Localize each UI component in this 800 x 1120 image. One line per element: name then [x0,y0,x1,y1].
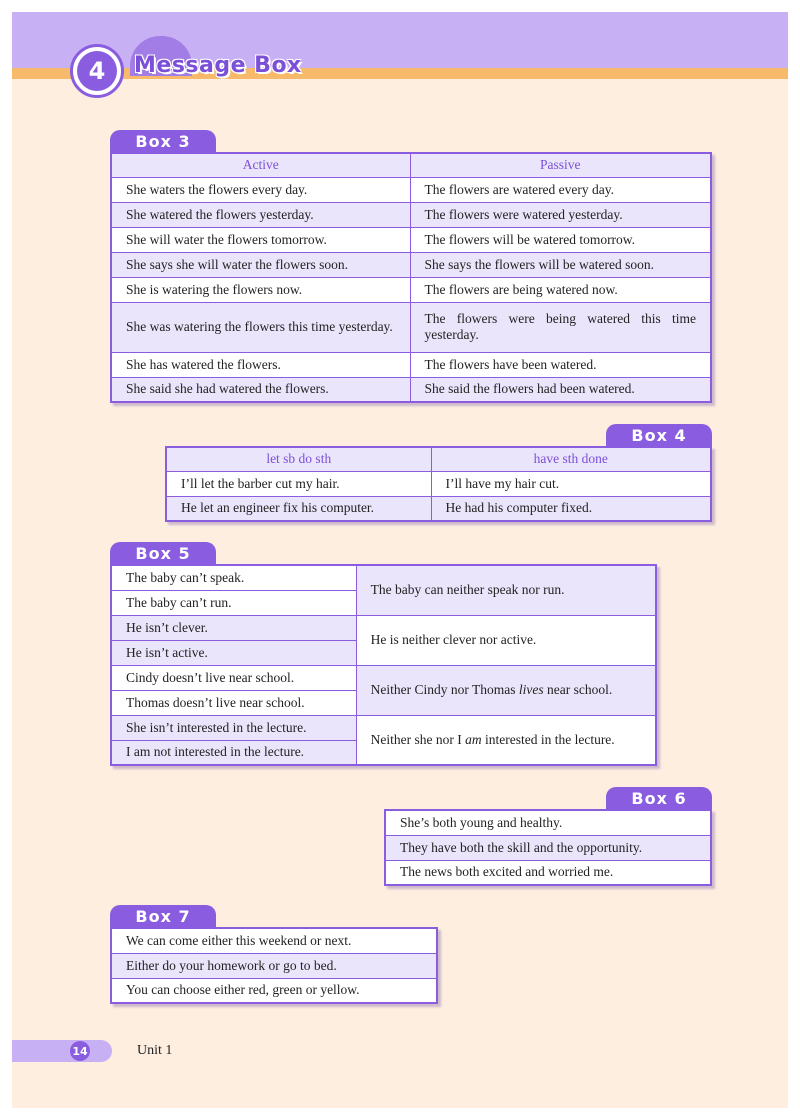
box3-label: Box 3 [110,130,216,152]
combined-cell [356,665,656,715]
passive-cell: The flowers were being watered this time yesterday. [410,302,711,352]
let-cell: I’ll let the barber cut my hair. [166,471,431,496]
passive-cell: The flowers will be watered tomorrow. [410,227,711,252]
box4-header-let: let sb do sth [166,447,431,471]
section-number: 4 [77,51,117,91]
sentence-cell: We can come either this weekend or next. [111,928,437,953]
table-header-row [166,447,711,471]
table-row [166,471,711,496]
table-row [111,302,711,352]
combined-cell [356,715,656,765]
page-number: 14 [70,1041,90,1061]
passive-cell: She says the flowers will be watered soon. [410,252,711,277]
sentence-cell: He isn’t clever. [111,615,356,640]
sentence-cell: He isn’t active. [111,640,356,665]
box7-table [110,927,438,1004]
active-cell: She will water the flowers tomorrow. [111,227,410,252]
table-row [111,352,711,377]
active-cell: She has watered the flowers. [111,352,410,377]
sentence-cell: Thomas doesn’t live near school. [111,690,356,715]
table-row [111,252,711,277]
box7-label: Box 7 [110,905,216,927]
table-row [111,177,711,202]
active-cell: She is watering the flowers now. [111,277,410,302]
combined-text-start: Neither she nor I [370,731,466,747]
box6-table [384,809,712,886]
passive-cell: The flowers have been watered. [410,352,711,377]
box3-header-passive: Passive [410,153,711,177]
unit-label: Unit 1 [137,1043,173,1058]
table-row [111,953,437,978]
header-strip [12,68,788,79]
combined-text-end: near school. [543,682,613,697]
active-cell: She watered the flowers yesterday. [111,202,410,227]
passive-cell: The flowers are watered every day. [410,177,711,202]
box4-label: Box 4 [606,424,712,446]
let-cell: He let an engineer fix his computer. [166,496,431,521]
combined-text-start: Neither Cindy nor Thomas [370,682,519,697]
active-cell: She says she will water the flowers soon. [111,252,410,277]
sentence-cell: Either do your homework or go to bed. [111,953,437,978]
sentence-cell: They have both the skill and the opportunity. [385,835,711,860]
have-cell: He had his computer fixed. [431,496,711,521]
table-row [111,615,656,640]
active-cell: She said she had watered the flowers. [111,377,410,402]
table-row [111,565,656,590]
box4-table [165,446,712,522]
table-row [111,277,711,302]
emphasized-verb: am [465,731,482,747]
sentence-cell: The baby can’t run. [111,590,356,615]
table-row [111,928,437,953]
table-row [111,665,656,690]
table-row [385,810,711,835]
sentence-cell: You can choose either red, green or yellow. [111,978,437,1003]
sentence-cell: Cindy doesn’t live near school. [111,665,356,690]
table-row [111,227,711,252]
sentence-cell: She isn’t interested in the lecture. [111,715,356,740]
box4-header-have: have sth done [431,447,711,471]
box6-label: Box 6 [606,787,712,809]
section-number-badge [70,44,124,98]
sentence-cell: The news both excited and worried me. [385,860,711,885]
emphasized-verb: lives [518,682,544,697]
box5-table [110,564,657,766]
passive-cell: The flowers were watered yesterday. [410,202,711,227]
header-band [12,12,788,68]
combined-text-end: interested in the lecture. [481,731,615,747]
sentence-cell: I am not interested in the lecture. [111,740,356,765]
table-header-row [111,153,711,177]
active-cell: She waters the flowers every day. [111,177,410,202]
table-row [111,377,711,402]
box5-label: Box 5 [110,542,216,564]
section-title: Message Box [134,53,302,78]
have-cell: I’ll have my hair cut. [431,471,711,496]
table-row [166,496,711,521]
passive-cell: The flowers are being watered now. [410,277,711,302]
combined-cell: He is neither clever nor active. [356,615,656,665]
box3-header-active: Active [111,153,410,177]
table-row [111,978,437,1003]
table-row [385,835,711,860]
table-row [111,202,711,227]
combined-cell: The baby can neither speak nor run. [356,565,656,615]
table-row [111,715,656,740]
active-cell: She was watering the flowers this time yesterday. [111,302,410,352]
table-row [385,860,711,885]
sentence-cell: She’s both young and healthy. [385,810,711,835]
sentence-cell: The baby can’t speak. [111,565,356,590]
passive-cell: She said the flowers had been watered. [410,377,711,402]
footer-bar [12,1040,112,1062]
box3-table [110,152,712,403]
